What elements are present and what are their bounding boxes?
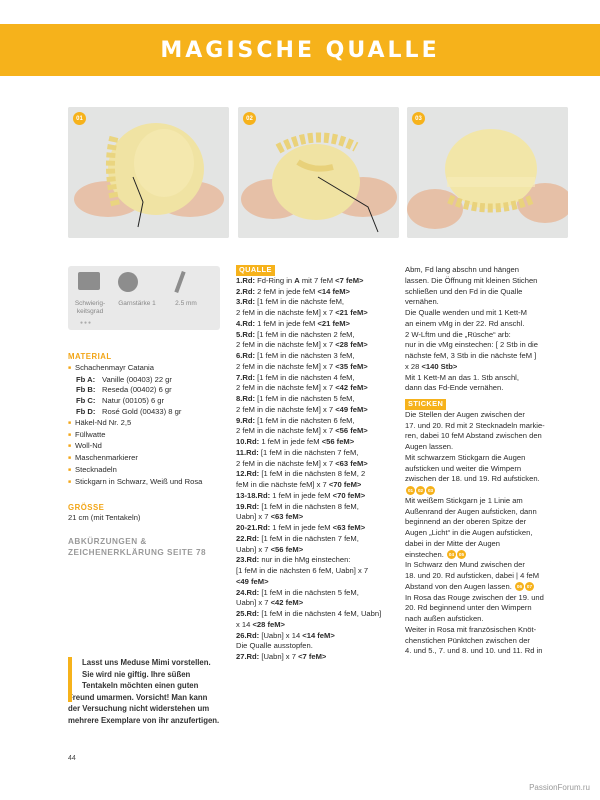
difficulty-icon [78, 272, 100, 290]
intro-line: der Versuchung nicht widerstehen um [68, 704, 210, 713]
pattern-row [236, 545, 398, 556]
text-line: ren, dabei 10 feM Abstand zwischen den [405, 431, 542, 441]
sticken-tag: STICKEN [405, 399, 446, 410]
intro-line: Lasst uns Meduse Mimi vorstellen. [82, 658, 211, 667]
round-label: 9.Rd: [236, 415, 255, 425]
pattern-row [236, 287, 398, 298]
round-label: 24.Rd: [236, 587, 260, 597]
material-color-row [68, 407, 226, 418]
photo-ref-marker: 02 [417, 487, 424, 493]
stitch-count: <49 feM> [236, 576, 269, 586]
stitch-count: <42 feM> [335, 383, 368, 393]
round-text: 1 feM in jede feM [259, 437, 322, 446]
pattern-row [236, 534, 398, 545]
intro-paragraph [68, 657, 230, 726]
round-text: 2 feM in die nächste feM] x 7 [236, 383, 336, 393]
pattern-row [236, 480, 398, 491]
material-color-row [68, 375, 226, 386]
round-text: [Uabn] x 14 [259, 630, 303, 640]
round-text: [1 feM in die nächsten 7 feM, [258, 447, 359, 457]
round-label: 7.Rd: [236, 372, 255, 382]
round-text: 1 feM in jede feM [254, 318, 318, 328]
material-item: ■ Häkel-Nd Nr. 2,5 [68, 418, 226, 430]
pattern-row [236, 340, 398, 351]
pattern-row [236, 555, 398, 566]
pattern-row [236, 394, 398, 405]
text-line: dann das Fd-Ende vernähen. [405, 383, 504, 393]
pattern-row [236, 652, 398, 663]
intro-line: mehrere Exemplare von ihr anzufertigen. [68, 715, 220, 725]
round-label: 13-18.Rd: [236, 490, 271, 500]
text-line: einstechen. 04 05 [405, 549, 465, 559]
round-text: 2 feM in die nächste feM] x 7 [236, 340, 336, 350]
material-item: ■ Stecknadeln [68, 465, 226, 477]
step-photo-1 [68, 107, 229, 238]
round-text: 2 feM in die nächste feM] x 7 [236, 361, 336, 371]
pattern-row [236, 448, 398, 459]
round-text: 2 feM in die nächste feM] x 7 [236, 426, 336, 436]
round-text: [1 feM in die nächste feM, [254, 297, 345, 307]
text-line: In Schwarz den Mund zwischen der [405, 560, 525, 570]
step-badge: 01 [73, 112, 86, 125]
text-line: chenstichen Pünktchen zwischen der [405, 635, 530, 645]
yarn-ball-icon [118, 272, 138, 292]
pattern-row [236, 491, 398, 502]
text-line: lassen. Die Öffnung mit kleinen Stichen [405, 275, 538, 285]
material-color-row [68, 385, 226, 396]
photo-ref-marker: 06 [516, 584, 523, 590]
material-item: ■ Füllwatte [68, 430, 226, 442]
round-label: 5.Rd: [236, 329, 255, 339]
pattern-row [236, 416, 398, 427]
pattern-row [236, 598, 398, 609]
round-text: feM in die nächste feM] x 7 [236, 480, 329, 489]
stitch-count: <70 feM> [332, 490, 366, 500]
round-label: 27.Rd: [236, 652, 260, 661]
stitch-count: <14 feM> [317, 286, 350, 296]
text-line: Die Qualle wenden und mit 1 Kett-M [405, 308, 527, 317]
pattern-row [236, 319, 398, 330]
pattern-row [236, 631, 398, 642]
color-value: Vanille (00403) 22 gr [102, 374, 172, 384]
pattern-row [236, 362, 398, 373]
stitch-count: <42 feM> [270, 598, 304, 608]
round-label: 8.Rd: [236, 394, 255, 403]
stitch-count: <56 feM> [335, 426, 368, 436]
text-line: dabei in der Mitte der Augen [405, 538, 500, 548]
text-line: Mit weißem Stickgarn je 1 Linie am [405, 495, 523, 505]
text-line: Mit schwarzem Stickgarn die Augen [405, 452, 526, 462]
round-text: 2 feM in die nächste feM] x 7 [236, 404, 336, 414]
difficulty-label: Schwierig- keitsgrad [74, 300, 106, 315]
pattern-row [236, 437, 398, 448]
pattern-row [236, 405, 398, 416]
pattern-row [236, 641, 398, 652]
text-line: nächste feM, 3 Stb in die nächste feM ] [405, 351, 537, 360]
round-text: [1 feM in die nächsten 6 feM, Uabn] x 7 [236, 566, 369, 575]
stitch-count: <21 feM> [317, 318, 350, 328]
site-watermark: PassionForum.ru [529, 783, 590, 792]
text-line: Weiter in Rosa mit französischen Knöt- [405, 624, 537, 634]
step-markers [405, 485, 575, 496]
text-line: 20. Rd beginnend unter den Wimpern [405, 603, 532, 613]
round-text: Uabn] x 7 [236, 512, 271, 522]
pattern-row [236, 297, 398, 308]
round-text: 1 feM in jede feM [270, 490, 333, 500]
color-value: Rosé Gold (00433) 8 gr [102, 406, 182, 416]
stitch-count: <7 feM> [298, 652, 327, 661]
pattern-row [236, 512, 398, 523]
round-text: [1 feM in die nächsten 5 feM, [254, 394, 355, 403]
pattern-row [236, 609, 398, 620]
round-text: [Uabn] x 7 [259, 652, 299, 661]
round-text: [1 feM in die nächsten 3 feM, [254, 351, 355, 360]
material-item: ■ Maschenmarkierer [68, 453, 226, 465]
stitch-count: <49 feM> [335, 404, 368, 414]
text-line: 2 W-Lftm und die „Rüsche“ arb: [405, 329, 511, 339]
pattern-row [236, 459, 398, 470]
round-text: [1 feM in die nächsten 8 feM, [259, 501, 359, 511]
text-line: Abm, Fd lang abschn und hängen [405, 265, 519, 274]
crochet-hook-icon [174, 271, 185, 293]
text-line: Abstand von den Augen lassen. 06 07 [405, 581, 533, 591]
round-label: 10.Rd: [236, 437, 260, 446]
size-value: 21 cm (mit Tentakeln) [68, 513, 141, 523]
text-line: beginnend an der oberen Spitze der [405, 517, 527, 527]
photo-ref-marker: 07 [526, 584, 533, 590]
photo-ref-marker: 01 [407, 487, 414, 493]
round-text: [1 feM in die nächsten 2 feM, [254, 329, 355, 339]
text-line: Augen „Licht“ in die Augen aufsticken, [405, 528, 533, 537]
round-label: 20-21.Rd: [236, 523, 271, 532]
step-badge: 03 [412, 112, 425, 125]
round-text: Die Qualle ausstopfen. [236, 641, 313, 651]
round-label: 26.Rd: [236, 630, 260, 640]
text-line: an einem vMg in der 22. Rd anschl. [405, 318, 525, 328]
difficulty-dots: ●●● [80, 320, 93, 326]
round-text: Fd-Ring in [254, 275, 295, 285]
dropcap-bar [68, 657, 80, 702]
text-line: schließen und den Fd in die Qualle [405, 286, 523, 296]
title-banner [0, 24, 600, 76]
pattern-info-box [68, 266, 220, 330]
round-text: 1 feM in jede feM [270, 523, 333, 532]
round-text: 2 feM in die nächste feM] x 7 [236, 308, 336, 317]
pattern-row [236, 373, 398, 384]
intro-line: Sie wird nie giftig. Ihre süßen [82, 669, 191, 679]
stitch-count: <63 feM> [332, 523, 366, 532]
round-label: 19.Rd: [236, 501, 260, 511]
step-photo-3 [407, 107, 568, 238]
pattern-row [236, 620, 398, 631]
round-text: [1 feM in die nächsten 8 feM, 2 [259, 469, 366, 479]
photo-ref-marker: 05 [458, 552, 465, 557]
material-heading: MATERIAL [68, 352, 112, 361]
round-label: 23.Rd: [236, 555, 260, 565]
round-text: Uabn] x 7 [236, 544, 271, 554]
text-line: 4. und 5., 7. und 8. und 10. und 11. Rd in [405, 646, 543, 656]
color-key: Fb D: [76, 406, 96, 416]
pattern-row [236, 351, 398, 362]
qualle-tag: QUALLE [236, 265, 275, 276]
pattern-row [236, 577, 398, 588]
stitch-count: <28 feM> [335, 340, 368, 350]
material-item: ■ Stickgarn in Schwarz, Weiß und Rosa [68, 477, 226, 489]
text-line: Die Stellen der Augen zwischen der [405, 409, 525, 419]
round-text: x 14 [236, 619, 253, 629]
color-value: Natur (00105) 6 gr [102, 396, 165, 406]
abbrev-heading-2: ZEICHENERKLÄRUNG SEITE 78 [68, 548, 207, 558]
text-line: nach außen aufsticken. [405, 614, 484, 623]
stitch-count: <21 feM> [335, 308, 368, 317]
page-number: 44 [68, 755, 76, 762]
color-key: Fb C: [76, 396, 96, 406]
text-line: nur in die vMg einstechen: [ 2 Stb in die [405, 340, 538, 350]
round-label: 12.Rd: [236, 469, 260, 479]
intro-line: Tentakeln möchten einen guten [82, 681, 199, 690]
round-text: 2 feM in die nächste feM] x 7 [236, 458, 336, 468]
pattern-row [236, 469, 398, 480]
round-label: 11.Rd: [236, 447, 259, 457]
round-label: 6.Rd: [236, 351, 255, 360]
pattern-row [236, 502, 398, 513]
stitch-count: <63 feM> [335, 458, 368, 468]
color-key: Fb A: [76, 374, 96, 384]
text-line: Mit 1 Kett-M an das 1. Stb anschl, [405, 372, 519, 382]
text-line: aufsticken und weiter die Wimpern [405, 463, 522, 473]
page-title: MAGISCHE QUALLE [160, 37, 440, 63]
photo-ref-marker: 03 [427, 487, 434, 493]
round-text: Uabn] x 7 [236, 598, 271, 608]
pattern-row [236, 523, 398, 534]
round-text: [1 feM in die nächsten 7 feM, [259, 533, 359, 543]
pattern-row [236, 308, 398, 319]
stitch-count: <7 feM> [335, 275, 364, 285]
stitch-count: <14 feM> [302, 630, 335, 640]
round-text: [1 feM in die nächsten 4 feM, Uabn] [259, 609, 382, 618]
needle-label: Garnstärke 1 [118, 300, 156, 307]
pattern-row [236, 426, 398, 437]
text-line: zwischen der 18. und 19. Rd aufsticken. [405, 474, 540, 484]
right-instructions [405, 265, 575, 657]
round-label: 22.Rd: [236, 533, 260, 543]
material-yarn: ■ Schachenmayr Catania [68, 363, 226, 375]
round-label: 25.Rd: [236, 609, 260, 618]
color-value: Reseda (00402) 6 gr [102, 385, 172, 395]
round-text: [1 feM in die nächsten 5 feM, [259, 587, 359, 597]
round-text: 2 feM in jede feM [254, 286, 318, 296]
stitch-count: <35 feM> [335, 361, 368, 371]
stitch-count: <63 feM> [270, 512, 304, 522]
intro-line: Freund umarmen. Vorsicht! Man kann [68, 692, 208, 702]
round-label: 4.Rd: [236, 318, 255, 328]
abbrev-heading-1: ABKÜRZUNGEN & [68, 537, 147, 547]
text-line: 18. und 20. Rd aufsticken, dabei | 4 feM [405, 571, 540, 580]
round-label: 1.Rd: [236, 275, 255, 285]
pattern-row [236, 588, 398, 599]
round-text: mit 7 feM [299, 275, 336, 285]
round-text: [1 feM in die nächsten 4 feM, [254, 372, 355, 382]
stitch-count: <56 feM> [321, 437, 355, 446]
round-label: 3.Rd: [236, 297, 255, 307]
needle-size: 2.5 mm [175, 300, 197, 307]
text-line: vernähen. [405, 297, 439, 307]
text-line: 17. und 20. Rd mit 2 Stecknadeln markie- [405, 420, 545, 430]
text-line: In Rosa das Rouge zwischen der 19. und [405, 592, 544, 602]
size-heading: GRÖSSE [68, 502, 105, 512]
photo-ref-marker: 04 [448, 552, 455, 557]
pattern-row [236, 566, 398, 577]
step-photo-2 [238, 107, 399, 238]
pattern-row [236, 276, 398, 287]
round-label: 2.Rd: [236, 286, 255, 296]
material-item: ■ Woll-Nd [68, 441, 226, 453]
round-text: nur in die hMg einstechen: [259, 555, 351, 565]
material-color-row [68, 396, 226, 407]
stitch-count: <28 feM> [252, 619, 285, 629]
text-line: x 28 <140 Stb> [405, 361, 458, 371]
round-color: A [294, 275, 300, 285]
pattern-row [236, 383, 398, 394]
color-key: Fb B: [76, 385, 96, 395]
text-line: Außenrand der Augen aufsticken, dann [405, 506, 537, 516]
text-line: Augen lassen. [405, 442, 454, 451]
pattern-row [236, 330, 398, 341]
stitch-count: <56 feM> [270, 544, 304, 554]
materials-column [68, 352, 226, 558]
round-text: [1 feM in die nächsten 6 feM, [254, 415, 355, 425]
stitch-count: <70 feM> [328, 480, 362, 489]
qualle-instructions [236, 265, 398, 663]
step-badge: 02 [243, 112, 256, 125]
